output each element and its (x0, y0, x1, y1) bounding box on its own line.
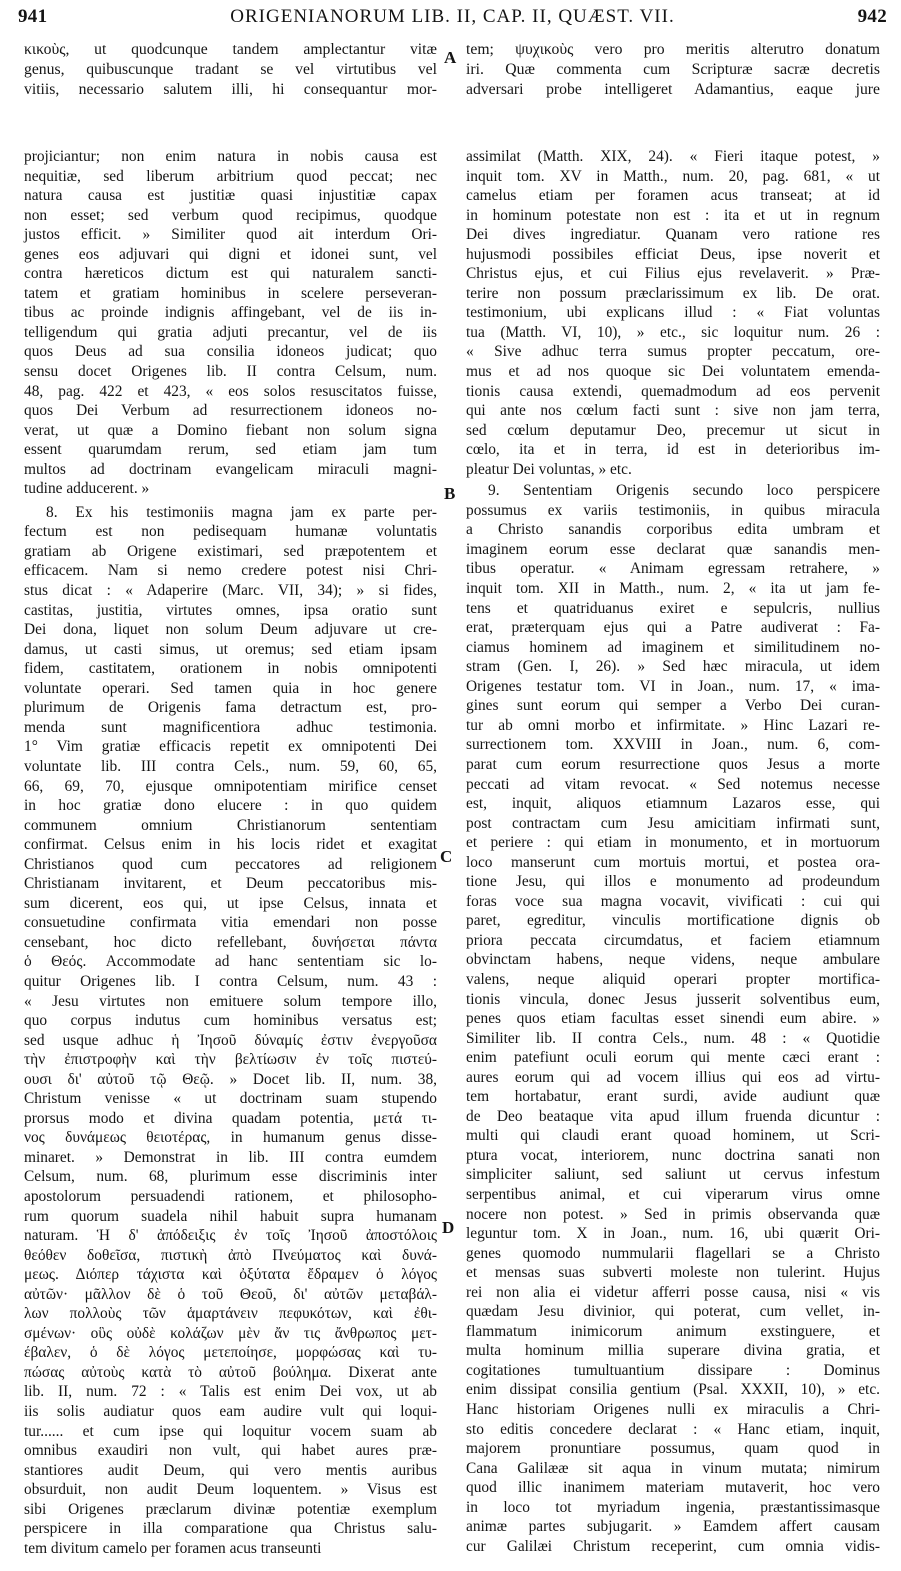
text-line: valens, neque aliquid operari propter mortifica- (466, 970, 880, 988)
text-line: essent quarumdam rerum, sed etiam jam tum (24, 441, 437, 459)
text-line: castitas, justitia, virtutes omnes, ipsa oratio sunt (24, 601, 437, 619)
text-line: consuetudine confirmata vitia emendari non posse (24, 914, 437, 932)
text-line: tibus ac proinde indignis affingebant, vel de iis in- (24, 304, 437, 322)
text-line: gratiam ab Origene existimari, sed præpotentem et (24, 542, 437, 560)
text-line: apostolorum persuadendi rationem, et philosopho- (24, 1187, 437, 1205)
text-line: aures eorum qui ad vocem illius qui eos ad virtu- (466, 1068, 880, 1086)
text-line: quædam Jesu divinior, qui poterat, cum vellet, in- (466, 1303, 880, 1321)
margin-marker-b: B (444, 484, 456, 503)
text-line: pleatur Dei voluntas, » etc. (466, 460, 632, 478)
text-line: non esset; sed verbum quod recipimus, quodque (24, 206, 437, 224)
text-line: imaginem eorum esse declarat quæ sanandis men- (466, 540, 880, 558)
text-line: μεως. Διόπερ τάχιστα καὶ ὀξύτατα ἔδραμεν ὁ λόγος (24, 1266, 437, 1284)
text-line: contra hæreticos dictum est qui naturalem sancti- (24, 265, 437, 283)
text-line: foras voce sua magna vocavit, vivificati : cui qui (466, 892, 880, 910)
text-line: cœlo, ita et in terra, id est in deterioribus im- (466, 441, 880, 459)
text-line: sensu docet Origenes lib. II contra Celsum, num. (24, 363, 437, 381)
text-line: flammatum inimicorum animum exstinguere, et (466, 1322, 880, 1340)
text-line: enim patefiunt oculi eorum qui mente cæci erant : (466, 1049, 880, 1067)
text-line: obvinctam habens, neque videns, neque ambulare (466, 951, 880, 969)
text-line: animæ partes subjugarit. » Eamdem affert causam (466, 1518, 880, 1536)
text-line: voluntate operari. Sed tamen quia in hoc genere (24, 679, 437, 697)
text-line: Christianos quod cum peccatores ad religionem (24, 855, 437, 873)
text-line: cur Galilæi Christum receperint, cum omnia vidis- (466, 1537, 880, 1555)
text-line: cogitationes tumultuantium dissipare : Dominus (466, 1361, 880, 1379)
text-line: fectum est non pedisequam humanæ voluntatis (24, 523, 437, 541)
text-line: Dei dives ingrediatur. Quanam vero ratione res (466, 226, 880, 244)
top-right-text (466, 40, 880, 101)
text-line: sum dicerent, eos qui, ut ipse Celsus, innata et (24, 894, 437, 912)
text-line: tem; ψυχικοὺς vero pro meritis alterutro donatum (466, 41, 880, 58)
text-line: sed usque adhuc ἡ Ἰησοῦ δύναμίς ἐστιν ἐνεργοῦσα (24, 1031, 437, 1049)
text-line: quo corpus indutus cum hominibus versatus est; (24, 1012, 437, 1030)
text-line: λων πολλοὺς τῶν ἁμαρτάνειν πεφυκότων, καὶ ἐθι- (24, 1305, 437, 1323)
text-line: stram (Gen. I, 26). » Sed hæc miracula, ut idem (466, 658, 880, 676)
text-line: rum quorum suadela nihil habuit supra humanam (24, 1207, 437, 1225)
text-line: omnibus exaudiri non vult, qui habet aures præ- (24, 1442, 437, 1460)
text-line: Celsum, num. 68, plurimum esse discriminis inter (24, 1168, 437, 1186)
text-line: tionis causa extendi, quemadmodum ad eos pervenit (466, 382, 880, 400)
text-line: νος δυνάμεως θειοτέρας, in humanum genus disse- (24, 1129, 437, 1147)
running-header (18, 6, 887, 32)
text-line: multi qui claudi erant quoad hominem, ut Scri- (466, 1127, 880, 1145)
top-left-text (24, 40, 437, 101)
text-line: menda sunt magnificentiora adhuc testimonia. (24, 718, 437, 736)
text-line: qui ante nos cœlum facti sunt : sive non jam terra, (466, 402, 880, 420)
running-title: ORIGENIANORUM LIB. II, CAP. II, QUÆST. VII. (230, 6, 675, 27)
text-line: Hanc historiam Origenes nulli ex miraculis a Chri- (466, 1401, 880, 1418)
text-line: quitur Origenes lib. I contra Celsum, num. 43 : (24, 972, 437, 990)
text-line: πώσας αὐτοὺς κατὰ τὸ αὐτοῦ βούλημα. Dixerat ante (24, 1363, 437, 1381)
text-line: inquit tom. XII in Matth., num. 2, « ita ut jam fe- (466, 580, 880, 598)
text-line: tionis vincula, donec Jesus jusserit solventibus eum, (466, 990, 880, 1008)
margin-marker-a: A (444, 48, 457, 67)
text-line: multos ad doctrinam evangelicam miraculi magni- (24, 460, 437, 478)
text-line: minaret. » Demonstrat in lib. III contra eumdem (24, 1148, 437, 1166)
text-line: serpentibus animal, et cui viperarum virus omne (466, 1185, 880, 1203)
text-line: hujusmodi possibiles efficiat Deus, ipse noverit et (466, 245, 880, 263)
text-line: ptura vocat, interiorem, nunc doctrina sanati non (466, 1146, 880, 1164)
text-line: quos Dei Verbum ad resurrectionem idoneos no- (24, 402, 437, 420)
text-line: αὐτῶν· μᾶλλον δὲ ὁ τοῦ Θεοῦ, δι' αὐτῶν μεταβάλ- (24, 1285, 437, 1303)
text-line: tibus operatur. « Animam egressam retrahere, » (466, 560, 880, 578)
text-line: obsurduit, non audit Deum loquentem. » Visus est (24, 1481, 437, 1499)
text-line: 9. Sententiam Origenis secundo loco perspicere (488, 482, 880, 500)
text-line: κικοὺς, ut quodcunque tandem amplectantur vitæ (24, 41, 437, 58)
text-line: vitiis, necessario salutem illi, hi consequantur mor- (24, 81, 437, 99)
text-line: multa hominum millia superare divina gratia, et (466, 1342, 880, 1360)
text-line: Christianam invitarent, et Deum peccatoribus mis- (24, 875, 437, 893)
text-line: leguntur tom. X in Joan., num. 16, ubi quærit Ori- (466, 1225, 880, 1243)
text-line: σμένων· οὓς οὐδὲ κολάζων μὲν ἄν τις ἄνθρωπος μετ- (24, 1324, 437, 1342)
text-line: 66, 69, 70, ejusque omnipotentiam mirifice censet (24, 777, 437, 795)
text-line: et periere : qui etiam in monumento, et in mortuorum (466, 834, 880, 852)
text-line: sed cœlum deputamur Deo, precemur ut sicut in (466, 421, 880, 439)
text-line: sibi Origenes præclarum divinæ potentiæ exemplum (24, 1500, 437, 1518)
text-line: possumus ex variis testimoniis, in quibus miracula (466, 501, 880, 519)
text-line: enim dissipat consilia gentium (Psal. XXXII, 10), » etc. (466, 1381, 880, 1399)
text-line: rei non alia ei videtur afferri posse causa, nisi « vis (466, 1283, 880, 1301)
text-line: et mensas suas subverti moleste non tulerint. Hujus (466, 1264, 880, 1282)
margin-marker-c: C (440, 847, 453, 866)
text-line: surrectionem tom. XXVIII in Joan., num. 6, com- (466, 736, 880, 754)
text-line: inquit tom. XV in Matth., num. 20, pag. 681, « ut (466, 167, 880, 185)
text-line: tione Jesu, qui illos e monumento ad prodeundum (466, 873, 880, 891)
text-line: gines sunt eorum qui semper a Verbo Dei curan- (466, 697, 880, 715)
text-line: tens et quatriduanus exiret e sepulcris, nullius (466, 599, 880, 617)
text-line: paret, egreditur, vinculis mortificatione dignis ob (466, 912, 880, 930)
text-line: efficacem. Nam si nemo credere potest nisi Chri- (24, 562, 437, 580)
text-line: simpliciter saliunt, sed saliunt ut cervus infestum (466, 1166, 880, 1184)
text-line: peccati ad vitam revocat. « Sed notemus necesse (466, 775, 880, 793)
text-line: erat, præterquam ejus qui a Patre audiverat : Fa- (466, 619, 880, 637)
text-line: nequitiæ, sed liberum arbitrium quod peccat; nec (24, 167, 437, 185)
text-line: testimonium, ubi explicans illud : « Fiat voluntas (466, 304, 880, 322)
text-line: telligendum qui gratia adjuti precantur, vel de iis (24, 323, 437, 341)
text-line: in loco tot myriadum ingenia, præstantissimasque (466, 1498, 880, 1516)
text-line: a Christo sanandis corporibus edita umbram et (466, 521, 880, 539)
text-line: sto editis concedere declarat : « Hanc etiam, inquit, (466, 1420, 880, 1438)
text-line: ciamus hominem ad imaginem et similitudinem no- (466, 638, 880, 656)
text-line: post contractam cum Jesu amicitiam infirmati sunt, (466, 814, 880, 832)
text-line: Christum venisse « ut doctrinam suam stupendo (24, 1090, 437, 1108)
text-line: tur ab omni morbo et infirmitate. » Hinc Lazari re- (466, 716, 880, 734)
text-line: communem omnium Christianorum sententiam (24, 816, 437, 834)
text-line: in hoc gratiæ dono elucere : in quo quidem (24, 797, 437, 815)
text-line: Origenes testatur tom. VI in Joan., num. 17, « ima- (466, 677, 880, 695)
text-line: natura causa est justitiæ quasi injustitiæ capax (24, 187, 437, 205)
text-line: loco manserunt cum mortuis mortui, et postea ora- (466, 853, 880, 871)
text-line: fidem, castitatem, orationem in nobis omnipotenti (24, 660, 437, 678)
margin-marker-d: D (442, 1218, 455, 1237)
text-line: « Jesu virtutes non emituere solum tempore illo, (24, 992, 437, 1010)
text-line: confirmat. Celsus enim in his locis ridet et exagitat (24, 836, 437, 854)
text-line: 1° Vim gratiæ efficacis repetit ex omnipotenti Dei (24, 738, 437, 756)
text-line: naturam. Ἡ δ' ἀπόδειξις ἐν τοῖς Ἰησοῦ ἀποστόλοις (24, 1227, 437, 1245)
left-column (24, 147, 437, 1558)
text-line: tua (Matth. VI, 10), » etc., sic loquitur num. 26 : (466, 323, 880, 341)
text-line: majorem pronuntiare possumus, quam quod in (466, 1440, 880, 1458)
text-line: nocere non potest. » Sed in primis observanda quæ (466, 1205, 880, 1223)
page-number-left: 941 (18, 6, 48, 27)
page-number-right: 942 (857, 6, 887, 27)
text-line: iri. Quæ commenta cum Scripturæ sacræ decretis (466, 61, 880, 79)
text-line: censebant, hoc dicto refellebant, δυνήσεται πάντα (24, 933, 437, 951)
text-line: camelus etiam per foramen acus transeat; at id (466, 187, 880, 205)
text-line: θεόθεν δοθεῖσα, πιστικὴ ἀπὸ Πνεύματος καὶ δυνά- (24, 1246, 437, 1264)
text-line: τὴν ἐπιστροφὴν καὶ τὴν βελτίωσιν ἐν τοῖς πιστεύ- (24, 1051, 437, 1069)
text-line: stantiores audit Deum, qui vero mentis auribus (24, 1461, 437, 1479)
text-line: Cana Galilææ sit aqua in vinum mutata; nimirum (466, 1459, 880, 1477)
text-line: quos Deus ad sua consilia idoneos judicat; quo (24, 343, 437, 361)
text-line: Dei dona, liquet non solum Deum adjuvare ut cre- (24, 621, 437, 639)
text-line: 8. Ex his testimoniis magna jam ex parte per- (46, 503, 437, 521)
right-column (466, 147, 880, 1556)
text-line: mus et ad nos quoque sic Dei voluntatem emenda- (466, 363, 880, 381)
text-line: prorsus modo et divina quadam potentia, μετά τι- (24, 1109, 437, 1127)
text-line: tem hortabatur, erant surdi, avide audiunt quæ (466, 1088, 880, 1106)
text-line: ὁ Θεός. Accommodate ad hanc sententiam sic lo- (24, 953, 437, 971)
text-line: penes quos etiam facultas esset sinendi eum abire. » (466, 1010, 880, 1028)
text-line: lib. II, num. 72 : « Talis est enim Dei vox, ut ab (24, 1383, 437, 1401)
text-line: quod illic inanimem materiam mutaverit, hoc vero (466, 1479, 880, 1497)
text-line: 48, pag. 422 et 423, « eos solos resuscitatos fuisse, (24, 382, 437, 400)
text-line: plurimum de Origenis fama detractum est, pro- (24, 699, 437, 717)
text-line: est, inquit, aliquos etiamnum Lazaros esse, qui (466, 795, 880, 813)
text-line: verat, ut quæ a Domino fiebant non solum signa (24, 421, 437, 439)
text-line: Christus ejus, et cui Filius ejus revelaverit. » Præ- (466, 265, 880, 283)
text-line: iis solis audiatur quos eam audire vult qui loqui- (24, 1403, 437, 1420)
text-line: tatem et gratiam hominibus in scelere perseveran- (24, 284, 437, 302)
text-line: projiciantur; non enim natura in nobis causa est (24, 148, 437, 165)
text-line: ουσι δι' αὐτοῦ τῷ Θεῷ. » Docet lib. II, num. 38, (24, 1070, 437, 1088)
text-line: justos efficit. » Similiter quod ait interdum Ori- (24, 226, 437, 244)
text-line: tem divitum camelo per foramen acus transeunti (24, 1539, 322, 1557)
text-line: stus dicat : « Adaperire (Marc. VII, 34); » si fides, (24, 582, 437, 600)
text-line: genus, quibuscunque tradant se vel virtutibus vel (24, 61, 437, 79)
text-line: tudine adducerent. » (24, 480, 150, 498)
text-line: Similiter lib. II contra Cels., num. 48 : « Quotidie (466, 1029, 880, 1047)
text-line: de Deo beataque vita apud illum fruenda dicuntur : (466, 1107, 880, 1125)
text-line: tur...... et cum ipse qui loquitur vocem suam ab (24, 1422, 437, 1440)
text-line: priora peccata circumdatus, et faciem etiamnum (466, 931, 880, 949)
text-line: perspicere in illa comparatione qua Christus salu- (24, 1520, 437, 1538)
text-line: parat cum eorum resurrectione quos Jesus a morte (466, 755, 880, 773)
text-line: genes quomodo nummularii flagellari se a Christo (466, 1244, 880, 1262)
text-line: damus, ut casti simus, ut oremus; sed etiam ipsam (24, 640, 437, 658)
text-line: voluntate lib. III contra Cels., num. 59, 60, 65, (24, 757, 437, 775)
text-line: genes eos adjuvari qui digni et idonei sunt, vel (24, 245, 437, 263)
text-line: adversari probe intelligeret Adamantius, eaque jure (466, 81, 880, 99)
text-line: assimilat (Matth. XIX, 24). « Fieri itaque potest, » (466, 148, 880, 165)
text-line: terire non possum præclarissimum ex lib. De orat. (466, 284, 880, 302)
text-line: « Sive adhuc terra sumus propter peccatum, ore- (466, 343, 880, 361)
text-line: in hominum potestate non est : ita et ut in regnum (466, 206, 880, 224)
text-line: έβαλεν, ὁ δὲ λόγος μετεποίησε, μορφώσας καὶ τυ- (24, 1344, 437, 1362)
